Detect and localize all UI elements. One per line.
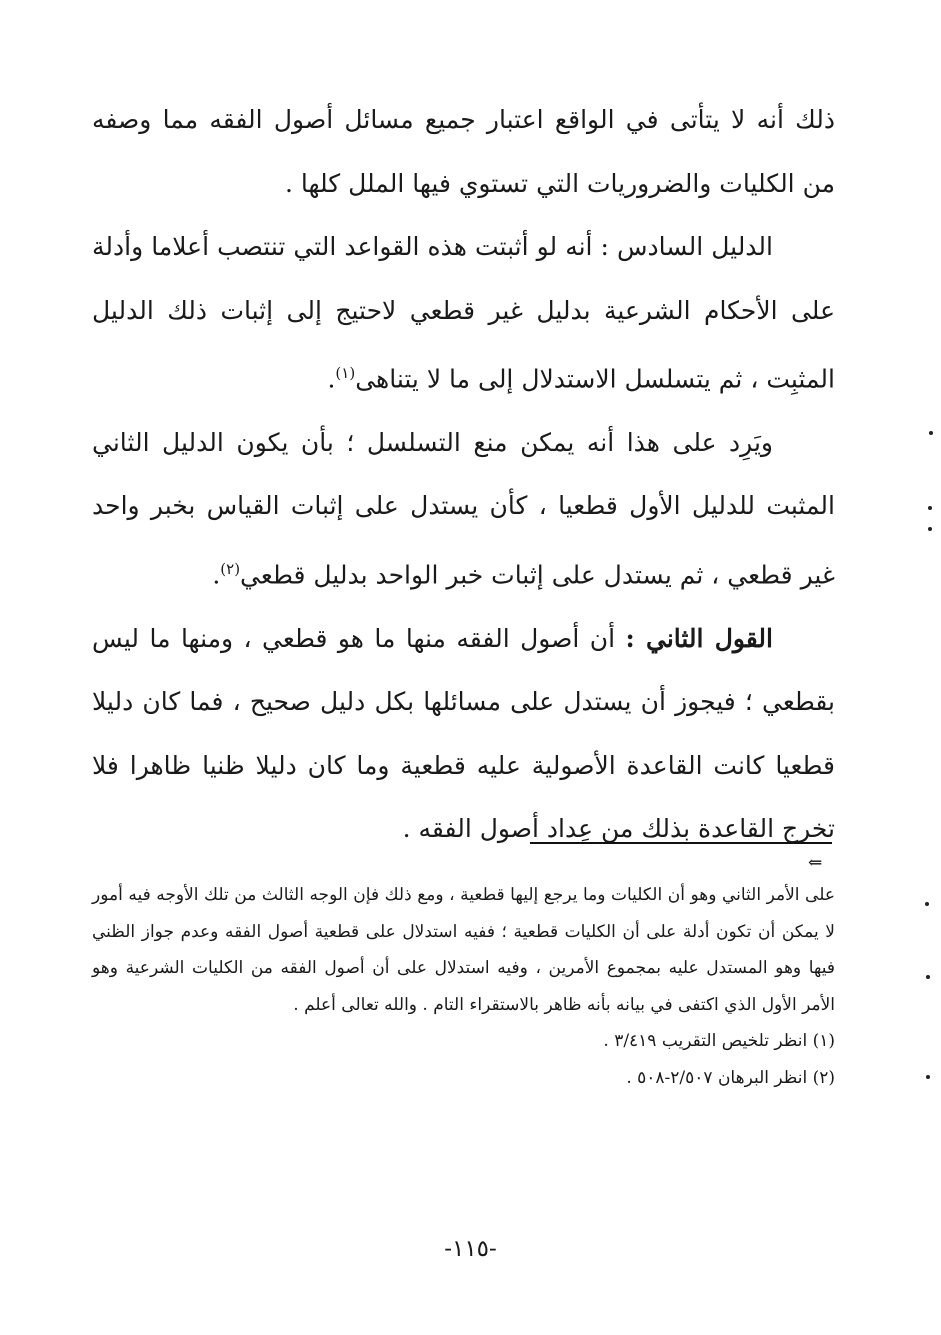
scan-speck: [926, 1075, 930, 1079]
section-heading: القول الثاني :: [625, 623, 773, 653]
scan-speck: [929, 431, 933, 435]
paragraph-3-text: ويَرِد على هذا أنه يمكن منع التسلسل ؛ بأن يكون الدليل الثاني المثبت للدليل الأول قطعيا ، كأن يستدل على إثبات القياس بخبر واحد غير قطعي ، ثم يستدل على إثبات خبر الواحد بدليل قطعي: [92, 427, 835, 590]
footnote-continued: على الأمر الثاني وهو أن الكليات وما يرجع إليها قطعية ، ومع ذلك فإن الوجه الثالث من تلك الأوجه فيه أمور لا يمكن أن تكون أدلة على أن الكليات قطعية ؛ ففيه استدلال على قطعية أصول الفقه وعدم جواز الظني فيها وهو المستدل عليه بمجموع الأمرين ، وفيه استدلال على أن أصول الفقه من الكليات الشرعية وهو الأمر الأول الذي اكتفى في بيانه بأنه ظاهر بالاستقراء التام . والله تعالى أعلم .: [92, 885, 835, 1015]
paragraph-3-end: .: [212, 560, 221, 590]
page-number: -١١٥-: [444, 1236, 497, 1262]
footnote-ref-1: (١): [335, 364, 356, 382]
paragraph-1: ذلك أنه لا يتأتى في الواقع اعتبار جميع مسائل أصول الفقه مما وصفه من الكليات والضروريات التي تستوي فيها الملل كلها .: [92, 105, 835, 198]
paragraph-4-text: أن أصول الفقه منها ما هو قطعي ، ومنها ما ليس بقطعي ؛ فيجوز أن يستدل على مسائلها بكل دليل صحيح ، فما كان دليلا قطعيا كانت القاعدة الأصولية عليه قطعية وما كان دليلا ظنيا ظاهرا فلا تخرج القاعدة بذلك من عِداد أصول الفقه .: [92, 623, 835, 844]
footnote-2: (٢) انظر البرهان ٢/٥٠٧-٥٠٨ .: [626, 1067, 835, 1088]
footnote-separator: [530, 842, 832, 844]
scan-speck: [925, 902, 929, 906]
footnote-1: (١) انظر تلخيص التقريب ٣/٤١٩ .: [603, 1031, 835, 1051]
scan-speck: [928, 527, 932, 531]
main-text: [92, 88, 835, 861]
paragraph-4: [92, 607, 835, 861]
paragraph-2-end: .: [327, 364, 336, 394]
paragraph-2: [92, 215, 835, 411]
scan-speck: [928, 506, 932, 510]
paragraph-3: [92, 411, 835, 607]
paragraph-2-text: الدليل السادس : أنه لو أثبتت هذه القواعد التي تنتصب أعلاما وأدلة على الأحكام الشرعية بدليل غير قطعي لاحتيج إلى إثبات ذلك الدليل المثبِت ، ثم يتسلسل الاستدلال إلى ما لا يتناهى: [92, 232, 835, 394]
scan-speck: [926, 975, 930, 979]
footnote-ref-2: (٢): [220, 559, 241, 578]
footnotes: [92, 877, 835, 1096]
continuation-arrow-icon: ⇐: [808, 853, 823, 873]
